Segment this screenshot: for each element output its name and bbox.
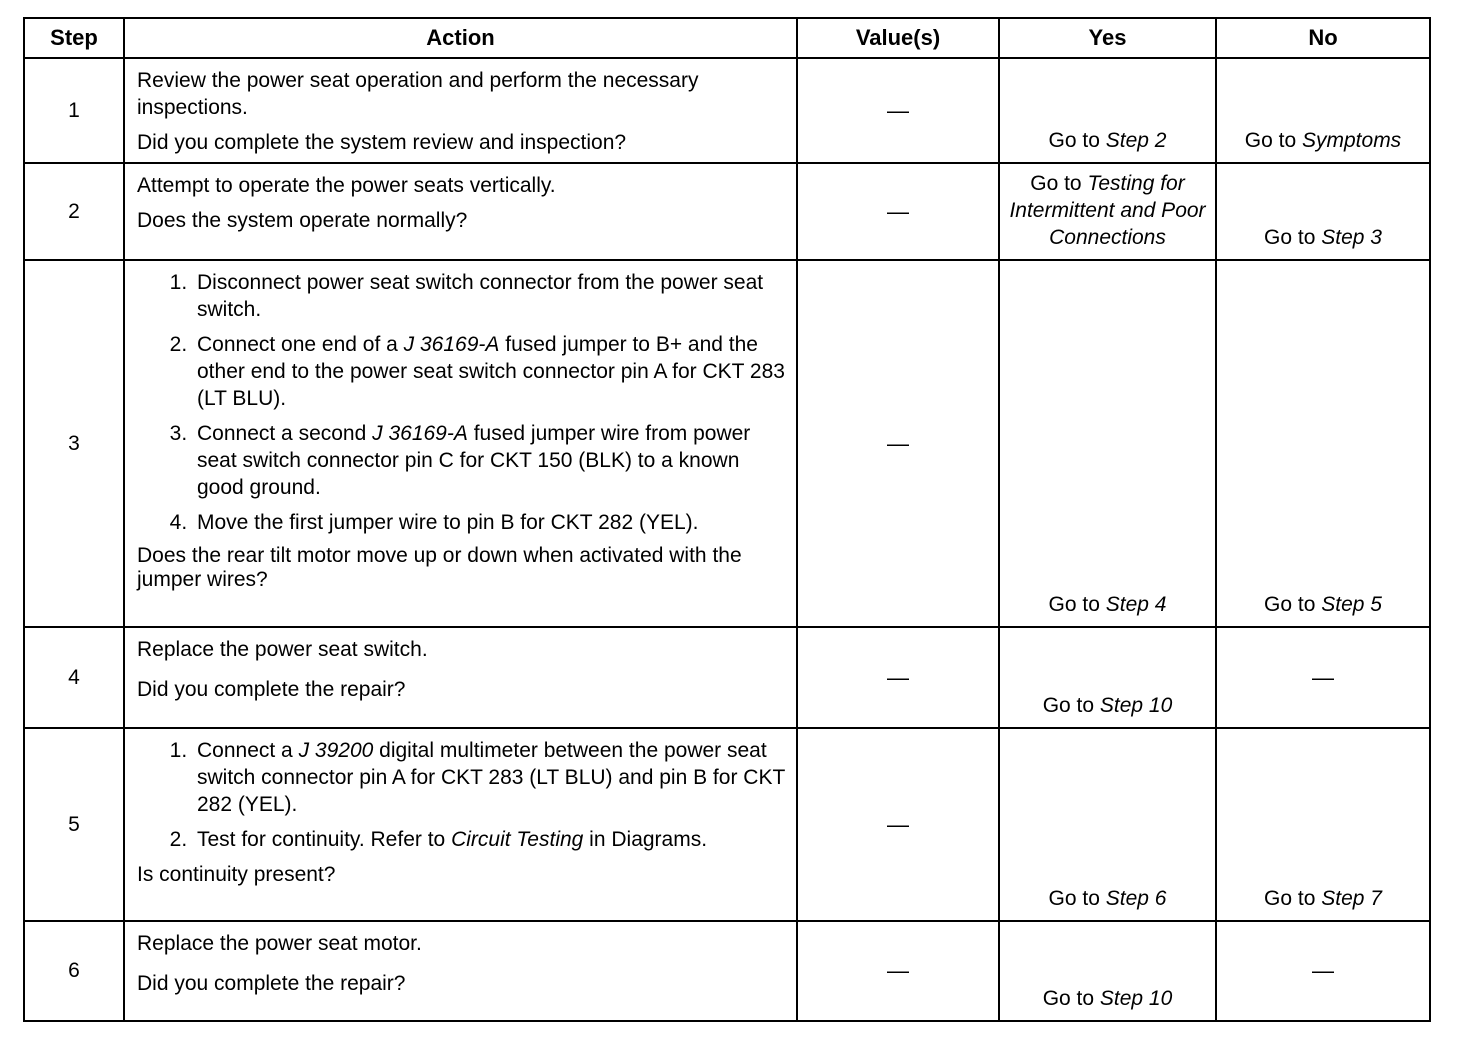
table-row <box>24 728 1430 921</box>
action-cell <box>124 921 797 1021</box>
header-values: Value(s) <box>797 18 999 58</box>
step-number: 6 <box>24 921 124 1021</box>
yes-link[interactable]: Step 4 <box>1105 593 1167 616</box>
no-cell <box>1216 260 1430 627</box>
action-question: Did you complete the repair? <box>137 972 406 995</box>
action-steps-list <box>137 269 786 536</box>
action-cell <box>124 58 797 163</box>
action-question: Does the system operate normally? <box>137 209 468 232</box>
step-number: 2 <box>24 163 124 260</box>
table-row <box>24 163 1430 260</box>
yes-link[interactable]: Step 6 <box>1105 887 1167 910</box>
tool-reference: J 39200 <box>298 739 374 762</box>
yes-link[interactable]: Testing for Intermittent and Poor Connections <box>1009 172 1206 249</box>
step-number: 3 <box>24 260 124 627</box>
tool-reference: J 36169-A <box>403 333 500 356</box>
value-cell: — <box>797 921 999 1021</box>
list-item-text: digital multimeter between the power seat switch connector pin A for CKT 283 (LT BLU) and pin B for CKT 282 (YEL). <box>197 739 785 816</box>
list-item-text: Connect a <box>197 739 299 762</box>
tool-reference: J 36169-A <box>372 422 468 445</box>
no-link[interactable]: Step 3 <box>1321 226 1382 249</box>
list-item <box>193 737 786 818</box>
no-prefix: Go to <box>1264 593 1322 616</box>
table-row <box>24 921 1430 1021</box>
no-cell <box>1216 728 1430 921</box>
table-row <box>24 260 1430 627</box>
yes-link[interactable]: Step 2 <box>1105 129 1167 152</box>
no-link[interactable]: Symptoms <box>1302 129 1402 152</box>
table-row <box>24 627 1430 728</box>
yes-cell <box>999 728 1216 921</box>
yes-cell <box>999 627 1216 728</box>
action-cell <box>124 728 797 921</box>
header-row <box>24 18 1430 58</box>
header-no: No <box>1216 18 1430 58</box>
value-cell: — <box>797 58 999 163</box>
diagnostic-table <box>23 17 1431 1022</box>
list-item: 4. Move the first jumper wire to pin B for CKT 282 (YEL). <box>193 509 786 536</box>
value-cell: — <box>797 627 999 728</box>
yes-prefix: Go to <box>1042 694 1100 717</box>
list-item <box>193 331 786 412</box>
action-text: Review the power seat operation and perform the necessary inspections. <box>137 69 699 119</box>
reference-link[interactable]: Circuit Testing <box>451 828 584 851</box>
no-cell <box>1216 58 1430 163</box>
list-item-text: Test for continuity. Refer to <box>197 828 452 851</box>
value-cell: — <box>797 728 999 921</box>
yes-link[interactable]: Step 10 <box>1099 694 1173 717</box>
yes-cell <box>999 921 1216 1021</box>
yes-prefix: Go to <box>1048 129 1106 152</box>
action-text: Replace the power seat motor. <box>137 932 422 955</box>
action-question: Is continuity present? <box>137 863 336 886</box>
action-steps-list <box>137 737 786 853</box>
action-text: Replace the power seat switch. <box>137 638 428 661</box>
list-item-text: Connect one end of a <box>197 333 404 356</box>
action-cell <box>124 163 797 260</box>
no-cell <box>1216 163 1430 260</box>
yes-cell <box>999 58 1216 163</box>
step-number: 4 <box>24 627 124 728</box>
header-action: Action <box>124 18 797 58</box>
value-cell: — <box>797 163 999 260</box>
no-prefix: Go to <box>1244 129 1302 152</box>
yes-cell <box>999 260 1216 627</box>
no-cell: — <box>1216 627 1430 728</box>
value-cell: — <box>797 260 999 627</box>
list-item-text: fused jumper wire from power seat switch connector pin C for CKT 150 (BLK) to a known good ground. <box>197 422 751 499</box>
no-link[interactable]: Step 7 <box>1321 887 1382 910</box>
action-question: Does the rear tilt motor move up or down when activated with the jumper wires? <box>137 544 742 591</box>
no-cell: — <box>1216 921 1430 1021</box>
no-prefix: Go to <box>1264 226 1322 249</box>
header-step: Step <box>24 18 124 58</box>
list-item-text: in Diagrams. <box>583 828 708 851</box>
yes-cell <box>999 163 1216 260</box>
action-cell <box>124 260 797 627</box>
header-yes: Yes <box>999 18 1216 58</box>
yes-prefix: Go to <box>1042 987 1100 1010</box>
list-item-text: Connect a second <box>197 422 373 445</box>
action-text: Attempt to operate the power seats vertically. <box>137 174 556 197</box>
action-question: Did you complete the repair? <box>137 678 406 701</box>
action-cell <box>124 627 797 728</box>
yes-prefix: Go to <box>1030 172 1088 195</box>
list-item <box>193 420 786 501</box>
yes-prefix: Go to <box>1048 887 1106 910</box>
yes-prefix: Go to <box>1048 593 1106 616</box>
list-item-text: fused jumper to B+ and the other end to the power seat switch connector pin A for CKT 283 (LT BLU). <box>197 333 785 410</box>
action-question: Did you complete the system review and inspection? <box>137 131 627 154</box>
list-item <box>193 826 786 853</box>
no-prefix: Go to <box>1264 887 1322 910</box>
table-row <box>24 58 1430 163</box>
step-number: 1 <box>24 58 124 163</box>
list-item: 1. Disconnect power seat switch connector from the power seat switch. <box>193 269 786 323</box>
no-link[interactable]: Step 5 <box>1321 593 1382 616</box>
step-number: 5 <box>24 728 124 921</box>
yes-link[interactable]: Step 10 <box>1099 987 1173 1010</box>
